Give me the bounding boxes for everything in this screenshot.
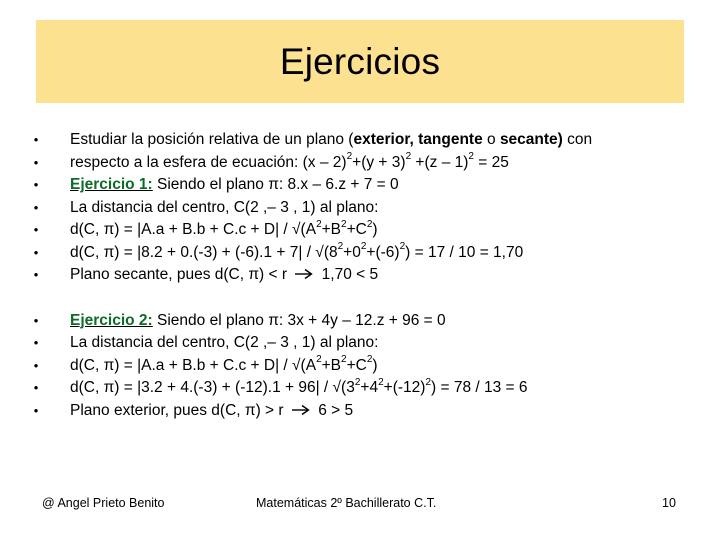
bullet-icon: • — [33, 199, 39, 215]
list-item-calculation: • d(C, $\pi) = |8.2 + 0.(-3) + (-6).1 + 7| / √(8^2+0^2+(-6)^2) = 17 / 10 = 1,70$ — [30, 242, 700, 265]
list-item-distance: • La distancia del centro, C(2 ,– 3 , 1) al plano: — [30, 197, 700, 220]
bullet-icon: • — [33, 335, 39, 350]
bullet-icon: • — [33, 244, 39, 260]
bullet-icon: • — [33, 177, 39, 192]
list-item-ejercicio1: • Ejercicio 1: Siendo el plano π: 8.x – 6.z + 7 = 0 — [30, 174, 700, 197]
bullet-icon: • — [33, 380, 39, 395]
bullet-icon: • — [33, 154, 39, 170]
title-band — [36, 20, 684, 103]
arrow-right-icon — [291, 404, 311, 416]
list-item-distance: • La distancia del centro, C(2 ,– 3 , 1) al plano: — [30, 332, 700, 355]
ejercicio2-label: Ejercicio 2: — [70, 311, 153, 329]
list-item-conclusion: • Plano secante, pues d(C, π) < r 1,70 < 5 — [30, 264, 700, 287]
footer-author: @ Angel Prieto Benito — [42, 496, 165, 510]
bullet-group-1 — [30, 129, 700, 287]
list-item-formula: • d(C, $\pi) = |A.a + B.b + C.c + D| / √(A^2+B^2+C^2)$ — [30, 219, 700, 242]
list-item-intro: • • Estudiar la posición relativa de un plano (exterior, tangente o secante) con respecto a la esfera de ecuación: $(x - 2)^2+(y + 3)^2 +(z - 1)^2 = 25$ — [30, 129, 700, 174]
bullet-icon: • — [33, 267, 39, 282]
footer-course: Matemáticas 2º Bachillerato C.T. — [256, 496, 437, 510]
bullet-icon: • — [33, 357, 39, 373]
arrow-right-icon — [294, 268, 314, 280]
slide-content — [30, 129, 700, 422]
bullet-group-2 — [30, 310, 700, 423]
bullet-icon: • — [33, 222, 39, 237]
page-title: Ejercicios — [279, 40, 441, 82]
list-item-calculation: • d(C, $\pi) = |3.2 + 4.(-3) + (-12).1 + 96| / √(3^2+4^2+(-12)^2) = 78 / 13 = 6$ — [30, 377, 700, 400]
list-item-conclusion: • Plano exterior, pues d(C, π) > r 6 > 5 — [30, 400, 700, 423]
bullet-icon: • — [33, 312, 39, 328]
ejercicio1-label: Ejercicio 1: — [70, 176, 153, 193]
footer-page-number: 10 — [662, 496, 676, 510]
list-item-formula: • d(C, $\pi) = |A.a + B.b + C.c + D| / √(A^2+B^2+C^2)$ — [30, 355, 700, 378]
list-item-ejercicio2: • Ejercicio 2: Siendo el plano π: 3x + 4y – 12.z + 96 = 0 — [30, 310, 700, 333]
bullet-icon: • — [33, 132, 39, 147]
bullet-icon: • — [33, 402, 39, 418]
